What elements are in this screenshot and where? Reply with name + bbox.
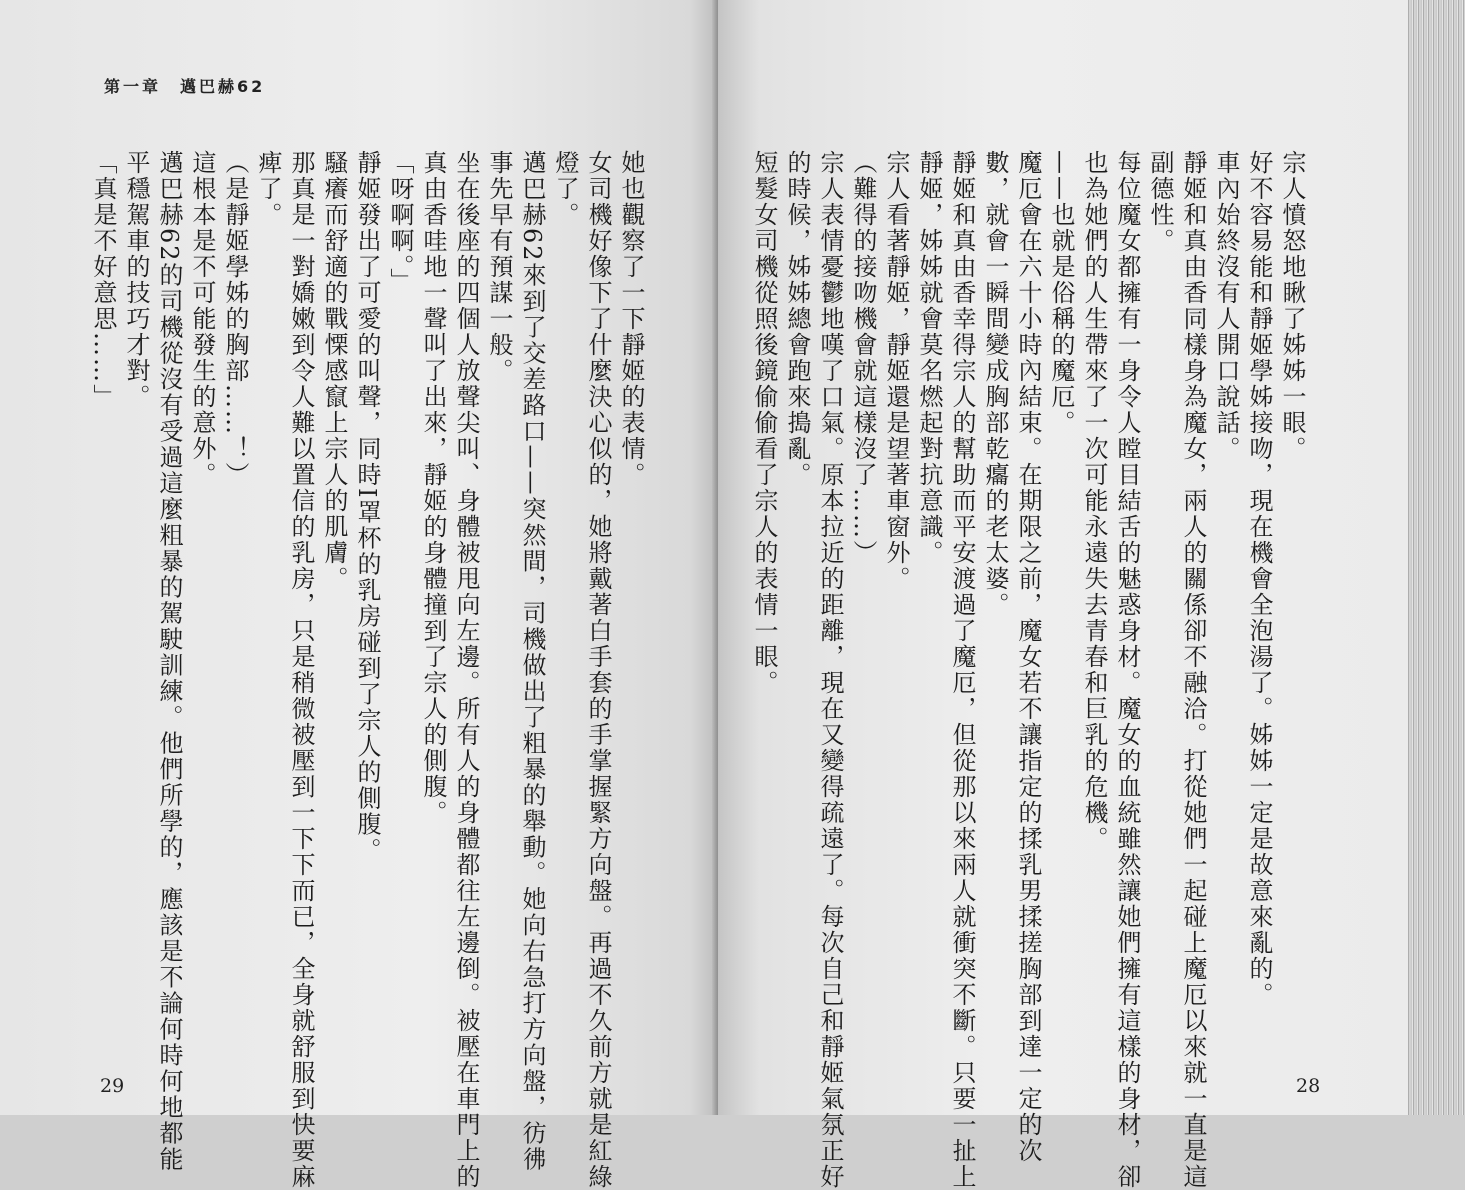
right-page-text-line: ——也就是俗稱的魔厄。	[1047, 150, 1075, 436]
right-page-text-line: 短髮女司機從照後鏡偷偷看了宗人的表情一眼。	[750, 150, 778, 696]
right-page-text-line: 也為她們的人生帶來了一次可能永遠失去青春和巨乳的危機。	[1080, 150, 1108, 852]
page-edges	[1408, 0, 1465, 1115]
left-page-text-line: （是靜姬學姊的胸部……！）	[221, 150, 249, 488]
right-page-number: 28	[1296, 1075, 1321, 1097]
left-page-text-line: 邁巴赫62的司機從沒有受過這麼粗暴的駕駛訓練。他們所學的，應該是不論何時何地都能	[155, 150, 183, 1173]
right-page-text-line: 每位魔女都擁有一身令人瞠目結舌的魅惑身材。魔女的血統雖然讓她們擁有這樣的身材，卻	[1113, 150, 1141, 1190]
left-page-text	[89, 150, 647, 1190]
right-page-text	[750, 150, 1308, 1190]
right-page-text-line: 副德性。	[1146, 150, 1174, 254]
left-page-text-line: 痺了。	[254, 150, 282, 228]
left-page-text-line: 騷癢而舒適的戰慄感竄上宗人的肌膚。	[320, 150, 348, 592]
left-page-text-line: 燈了。	[551, 150, 579, 228]
right-page-text-line: 數，就會一瞬間變成胸部乾癟的老太婆。	[981, 150, 1009, 618]
left-page-text-line: 那真是一對嬌嫩到令人難以置信的乳房，只是稍微被壓到一下下而已，全身就舒服到快要麻	[287, 150, 315, 1190]
left-page-text-line: 她也觀察了一下靜姬的表情。	[617, 150, 645, 488]
left-page	[0, 0, 718, 1190]
running-head: 第一章 邁巴赫62	[104, 77, 266, 96]
right-page-text-line: 車內始終沒有人開口說話。	[1212, 150, 1240, 462]
right-page-text-line: （難得的接吻機會就這樣沒了……）	[849, 150, 877, 566]
right-page-text-line: 宗人憤怒地瞅了姊姊一眼。	[1278, 150, 1306, 462]
left-page-text-line: 靜姬發出了可愛的叫聲，同時I罩杯的乳房碰到了宗人的側腹。	[353, 150, 381, 864]
right-page-text-line: 好不容易能和靜姬學姊接吻，現在機會全泡湯了。姊姊一定是故意來亂的。	[1245, 150, 1273, 1008]
left-page-text-line: 事先早有預謀一般。	[485, 150, 513, 384]
left-page-text-line: 「呀啊啊。」	[386, 150, 414, 294]
left-page-text-line: 真由香哇地一聲叫了出來，靜姬的身體撞到了宗人的側腹。	[419, 150, 447, 826]
left-page-text-line: 坐在後座的四個人放聲尖叫、身體被甩向左邊。所有人的身體都往左邊倒。被壓在車門上的	[452, 150, 480, 1190]
right-page	[718, 0, 1408, 1190]
left-page-text-line: 這根本是不可能發生的意外。	[188, 150, 216, 488]
right-page-text-line: 魔厄會在六十小時內結束。在期限之前，魔女若不讓指定的揉乳男揉搓胸部到達一定的次	[1014, 150, 1042, 1164]
right-page-text-line: 宗人看著靜姬，靜姬還是望著車窗外。	[882, 150, 910, 592]
left-page-text-line: 平穩駕車的技巧才對。	[122, 150, 150, 410]
left-page-text-line: 「真是不好意思……」	[89, 150, 117, 410]
left-page-number: 29	[100, 1075, 125, 1097]
right-page-text-line: 宗人表情憂鬱地嘆了口氣。原本拉近的距離，現在又變得疏遠了。每次自己和靜姬氣氛正好	[816, 150, 844, 1190]
right-page-text-line: 的時候，姊姊總會跑來搗亂。	[783, 150, 811, 488]
right-page-text-line: 靜姬和真由香幸得宗人的幫助而平安渡過了魔厄，但從那以來兩人就衝突不斷。只要一扯上	[948, 150, 976, 1190]
right-page-text-line: 靜姬和真由香同樣身為魔女，兩人的關係卻不融洽。打從她們一起碰上魔厄以來就一直是這	[1179, 150, 1207, 1190]
left-page-text-line: 女司機好像下了什麼決心似的，她將戴著白手套的手掌握緊方向盤。再過不久前方就是紅綠	[584, 150, 612, 1190]
left-page-text-line: 邁巴赫62來到了交差路口——突然間，司機做出了粗暴的舉動。她向右急打方向盤，彷彿	[518, 150, 546, 1173]
right-page-text-line: 靜姬，姊姊就會莫名燃起對抗意識。	[915, 150, 943, 566]
